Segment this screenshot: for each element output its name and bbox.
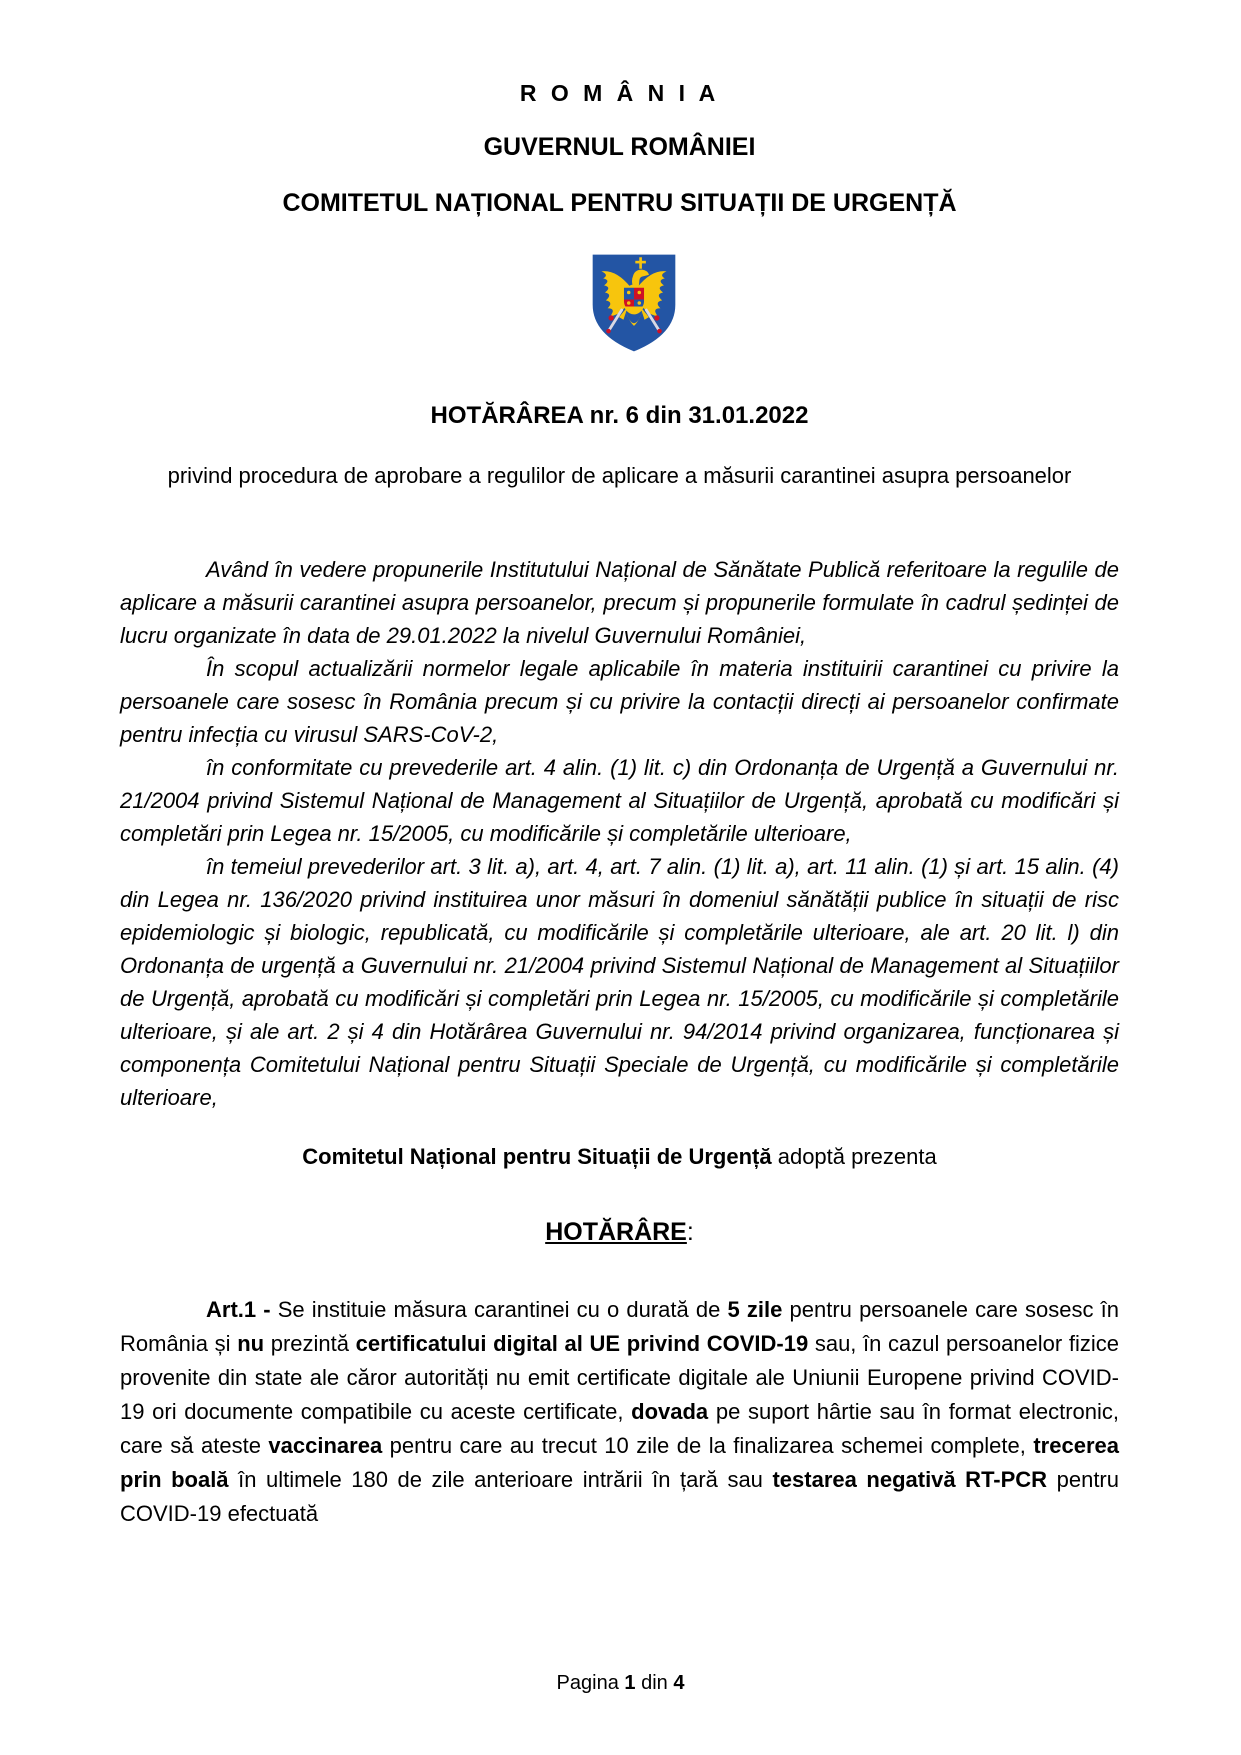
country-title: R O M Â N I A: [519, 80, 720, 106]
eagle-icon: [590, 252, 678, 354]
preamble-section: [120, 553, 1119, 1114]
preamble-paragraph-1: Având în vedere propunerile Institutului Național de Sănătate Publică referitoare la regulile de aplicare a măsurii carantinei asupra persoanelor, precum și propunerile formulate în cadrul ședinței de lucru organizate în data de 29.01.2022 la nivelul Guvernului României,: [120, 557, 1119, 648]
decision-heading: HOTĂRÂRE:: [545, 1218, 694, 1246]
preamble-paragraph-2: În scopul actualizării normelor legale aplicabile în materia instituirii carantinei cu privire la persoanele care sosesc în România precum și cu privire la contacții direcți ai persoanelor confirmate pentru infecția cu virusul SARS-CoV-2,: [120, 656, 1119, 747]
adoption-line: Comitetul Național pentru Situații de Urgență adoptă prezenta: [302, 1144, 937, 1169]
committee-title: COMITETUL NAȚIONAL PENTRU SITUAȚII DE URGENȚĂ: [282, 189, 957, 217]
decision-subtitle: privind procedura de aprobare a regulilor de aplicare a măsurii carantinei asupra persoanelor: [167, 463, 1072, 488]
romania-coat-of-arms: [120, 252, 1119, 356]
decision-title: HOTĂRÂREA nr. 6 din 31.01.2022: [430, 402, 809, 429]
preamble-paragraph-4: în temeiul prevederilor art. 3 lit. a), art. 4, art. 7 alin. (1) lit. a), art. 11 alin. (1) și art. 15 alin. (4) din Legea nr. 136/2020 privind instituirea unor măsuri în domeniul sănătății publice în situații de risc epidemiologic și biologic, republicată, cu modificările și completările ulterioare, ale art. 20 lit. l) din Ordonanța de urgență a Guvernului nr. 21/2004 privind Sistemul Național de Management al Situațiilor de Urgență, aprobată cu modificări și completări prin Legea nr. 15/2005, cu modificările și completările ulterioare, și ale art. 2 și 4 din Hotărârea Guvernului nr. 94/2014 privind organizarea, funcționarea și componența Comitetului Național pentru Situații Speciale de Urgență, cu modificările și completările ulterioare,: [120, 854, 1119, 1110]
preamble-paragraph-3: în conformitate cu prevederile art. 4 alin. (1) lit. c) din Ordonanța de Urgență a Guvernului nr. 21/2004 privind Sistemul Național de Management al Situațiilor de Urgență, aprobată cu modificări și completări prin Legea nr. 15/2005, cu modificările și completările ulterioare,: [120, 755, 1119, 846]
government-title: GUVERNUL ROMÂNIEI: [483, 133, 756, 161]
page-footer: Pagina 1 din 4: [556, 1672, 685, 1694]
article-1-paragraph: Art.1 - Se instituie măsura carantinei cu o durată de 5 zile pentru persoanele care sosesc în România și nu prezintă certificatului digital al UE privind COVID-19 sau, în cazul persoanelor fizice provenite din state ale căror autorități nu emit certificate digitale ale Uniunii Europene privind COVID-19 ori documente compatibile cu aceste certificate, dovada pe suport hârtie sau în format electronic, care să ateste vaccinarea pentru care au trecut 10 zile de la finalizarea schemei complete, trecerea prin boală în ultimele 180 de zile anterioare intrării în țară sau testarea negativă RT-PCR pentru COVID-19 efectuată: [120, 1297, 1119, 1526]
